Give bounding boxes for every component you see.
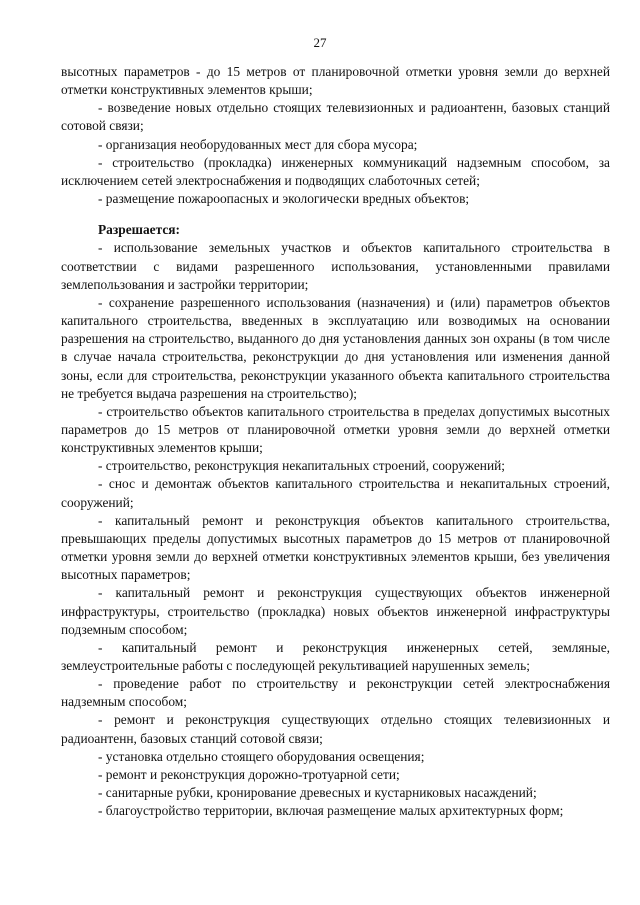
paragraph-allowed-item: - снос и демонтаж объектов капитального строительства и некапитальных строений, сооружений; <box>61 476 610 510</box>
paragraph-allowed-item: - установка отдельно стоящего оборудования освещения; <box>98 748 425 764</box>
paragraph-allowed-item: - капитальный ремонт и реконструкция существующих объектов инженерной инфраструктуры, строительство (прокладка) новых объектов инженерной инфраструктуры подземным способом; <box>61 585 610 637</box>
paragraph-allowed-item: - ремонт и реконструкция дорожно-тротуарной сети; <box>98 766 400 782</box>
paragraph-prohibited-item: - размещение пожароопасных и экологически вредных объектов; <box>98 191 470 207</box>
paragraph-allowed-item: - строительство объектов капитального строительства в пределах допустимых высотных параметров до 15 метров от планировочной отметки уровня земли до верхней отметки конструктивных элементов крыши; <box>61 403 610 456</box>
paragraph-allowed-item: - благоустройство территории, включая размещение малых архитектурных форм; <box>98 803 564 819</box>
paragraph-allowed-item: - строительство, реконструкция некапитальных строений, сооружений; <box>98 458 506 474</box>
paragraph-prohibited-item: - возведение новых отдельно стоящих телевизионных и радиоантенн, базовых станций сотовой связи; <box>61 100 610 134</box>
paragraph-continuation: высотных параметров - до 15 метров от планировочной отметки уровня земли до верхней отметки конструктивных элементов крыши; <box>61 64 610 98</box>
section-heading-allowed: Разрешается: <box>98 222 180 238</box>
paragraph-allowed-item: - капитальный ремонт и реконструкция инженерных сетей, земляные, землеустроительные работы с последующей рекультивацией нарушенных земель; <box>61 639 610 673</box>
paragraph-allowed-item: - использование земельных участков и объектов капитального строительства в соответствии с видами разрешенного использования, установленными правилами землепользования и застройки территории; <box>61 240 610 292</box>
paragraph-allowed-item: - санитарные рубки, кронирование древесных и кустарниковых насаждений; <box>98 785 537 801</box>
page-number: 27 <box>313 35 327 50</box>
paragraph-allowed-item: - капитальный ремонт и реконструкция объектов капитального строительства, превышающих пределы допустимых высотных параметров до 15 метров от планировочной отметки уровня земли до верхней отметки конструктивных элементов крыши, без увеличения высотных параметров; <box>61 512 610 583</box>
paragraph-prohibited-item: - организация необорудованных мест для сбора мусора; <box>98 136 418 152</box>
paragraph-allowed-item: - ремонт и реконструкция существующих отдельно стоящих телевизионных и радиоантенн, базовых станций сотовой связи; <box>61 712 610 746</box>
paragraph-allowed-item: - проведение работ по строительству и реконструкции сетей электроснабжения надземным способом; <box>61 676 610 710</box>
paragraph-prohibited-item: - строительство (прокладка) инженерных коммуникаций надземным способом, за исключением сетей электроснабжения и подводящих слаботочных сетей; <box>61 154 610 188</box>
document-body <box>61 63 610 820</box>
paragraph-allowed-item: - сохранение разрешенного использования (назначения) и (или) параметров объектов капитального строительства, введенных в эксплуатацию или возводимых на основании разрешения на строительство, выданного до дня установления данных зон охраны (в том числе в случае начала строительства, реконструкции до дня установления или изменения данной зоны, если для строительства, реконструкции указанного объекта капитального строительства не требуется выдача разрешения на строительство); <box>61 294 610 401</box>
